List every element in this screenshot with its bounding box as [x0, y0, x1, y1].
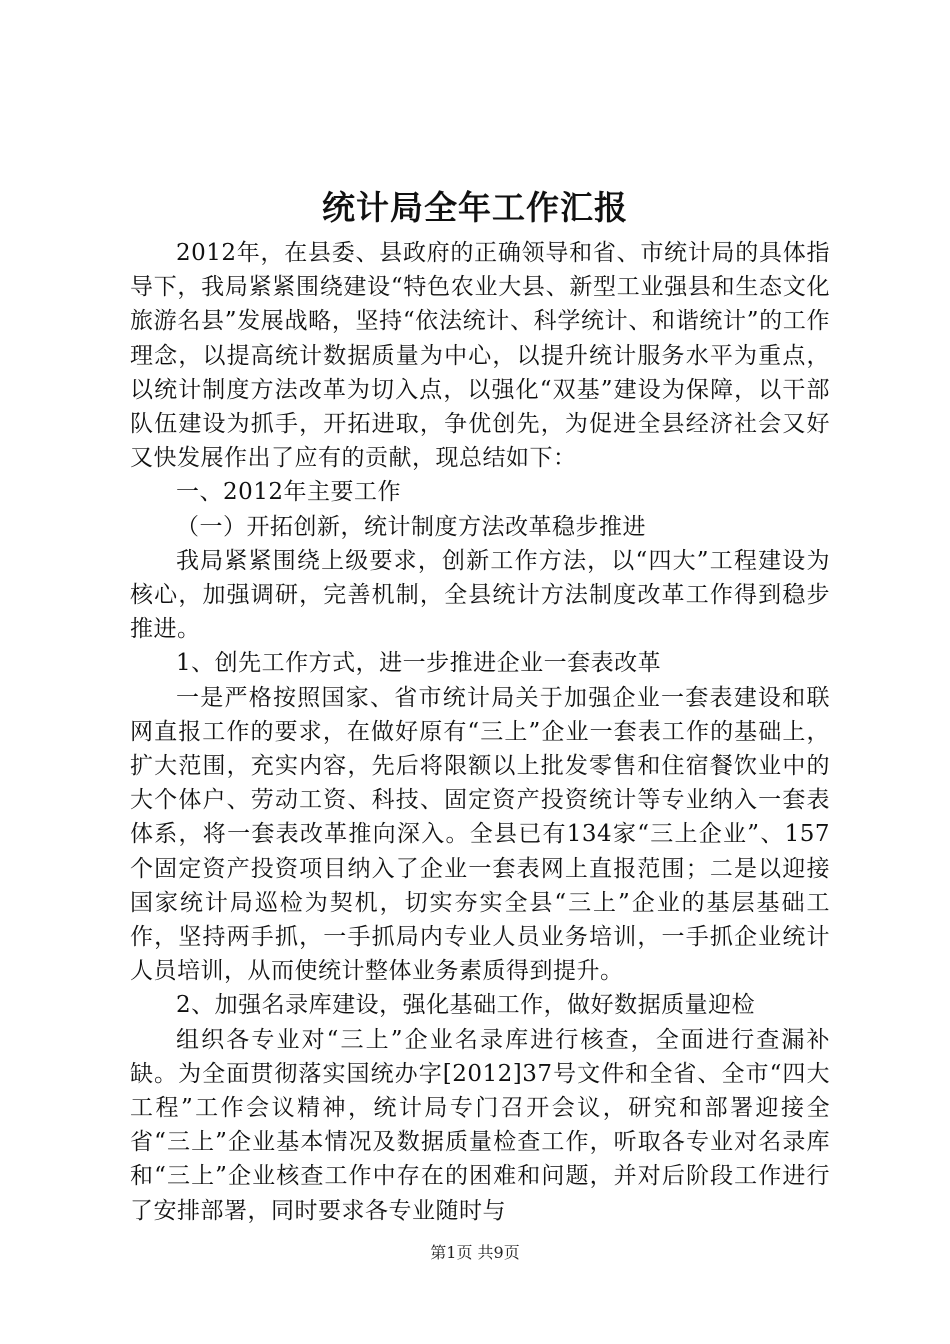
document-title: 统计局全年工作汇报 [322, 188, 628, 227]
subsection-heading-reform: （一）开拓创新，统计制度方法改革稳步推进 [176, 513, 646, 540]
paragraph-intro: 2012年，在县委、县政府的正确领导和省、市统计局的具体指导下，我局紧紧围绕建设“特色农业大县、新型工业强县和生态文化旅游名县”发展战略，坚持“依法统计、科学统计、和谐统计”的工作理念，以提高统计数据质量为中心，以提升统计服务水平为重点，以统计制度方法改革为切入点，以强化“双基”建设为保障，以干部队伍建设为抓手，开拓进取，争优创先，为促进全县经济社会又好又快发展作出了应有的贡献，现总结如下： [130, 240, 830, 472]
paragraph-reform-summary: 我局紧紧围绕上级要求，创新工作方法，以“四大”工程建设为核心，加强调研，完善机制，全县统计方法制度改革工作得到稳步推进。 [130, 547, 830, 643]
paragraph-one-table-reform: 一是严格按照国家、省市统计局关于加强企业一套表建设和联网直报工作的要求，在做好原有“三上”企业一套表工作的基础上，扩大范围，充实内容，先后将限额以上批发零售和住宿餐饮业中的大个体户、劳动工资、科技、固定资产投资统计等专业纳入一套表体系，将一套表改革推向深入。全县已有134家“三上企业”、157个固定资产投资项目纳入了企业一套表网上直报范围；二是以迎接国家统计局巡检为契机，切实夯实全县“三上”企业的基层基础工作，坚持两手抓，一手抓局内专业人员业务培训，一手抓企业统计人员培训，从而使统计整体业务素质得到提升。 [130, 684, 830, 985]
page-number-footer: 第1页 共9页 [430, 1243, 520, 1262]
paragraph-directory-database: 组织各专业对“三上”企业名录库进行核查，全面进行查漏补缺。为全面贯彻落实国统办字[2012]37号文件和全省、全市“四大工程”工作会议精神，统计局专门召开会议，研究和部署迎接全省“三上”企业基本情况及数据质量检查工作，听取各专业对名录库和“三上”企业核查工作中存在的困难和问题，并对后阶段工作进行了安排部署，同时要求各专业随时与 [130, 1026, 830, 1224]
document-body [130, 236, 830, 1228]
section-heading-main-work: 一、2012年主要工作 [176, 479, 402, 506]
item-heading-directory-database: 2、加强名录库建设，强化基础工作，做好数据质量迎检 [176, 992, 756, 1019]
item-heading-one-table-reform: 1、创先工作方式，进一步推进企业一套表改革 [176, 650, 662, 677]
